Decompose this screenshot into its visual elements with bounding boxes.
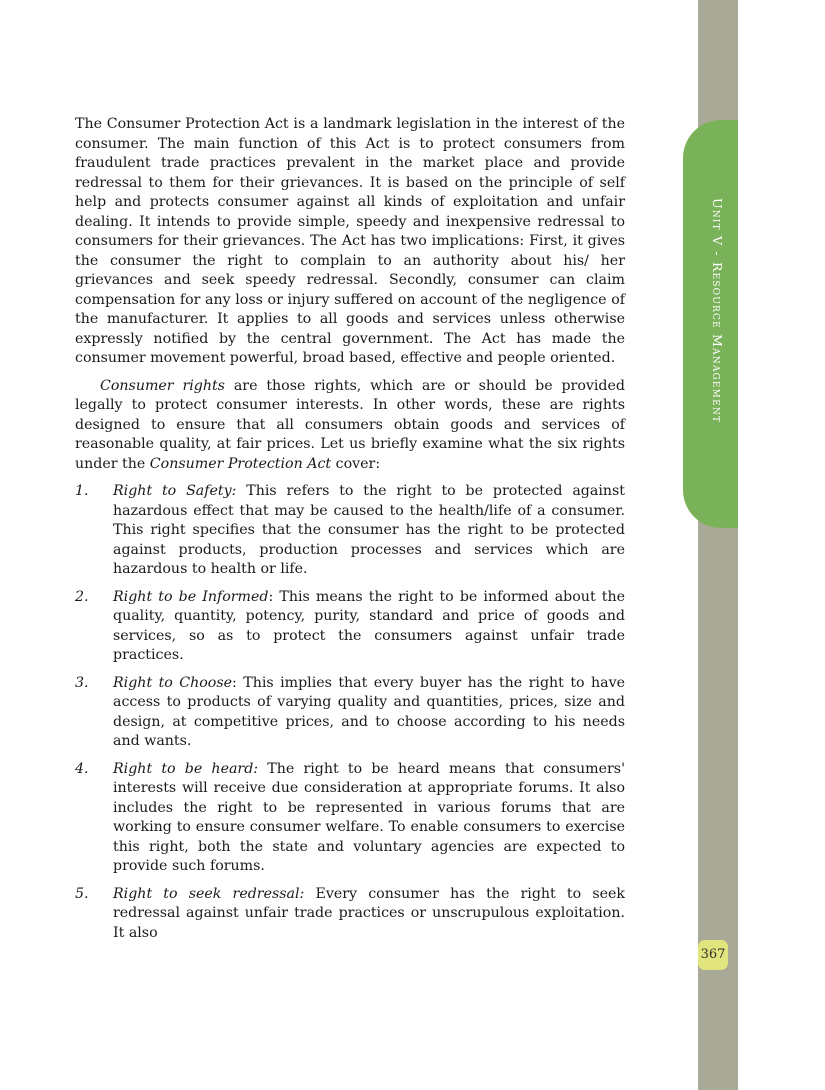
act-name: Consumer Protection Act [149, 455, 332, 472]
consumer-rights-definition: are those rights, which are or should be provided legally to protect consumer interests. In other words, these are rights designed to ensure that all consumers obtain goods and services of reasonable quality, at fair prices. Let us briefly examine what the six rights under the [75, 377, 625, 472]
page-number: 367 [698, 940, 728, 970]
right-title: Right to Safety: [113, 483, 237, 499]
right-text: : This means the right to be informed about the quality, quantity, potency, purity, standard and price of goods and services, so as to protect the consumers against unfair trade practices. [113, 588, 625, 663]
right-text: The right to be heard means that consumers' interests will receive due consideration at appropriate forums. It also includes the right to be represented in various forums that are working to ensure consumer welfare. To enable consumers to exercise this right, both the state and voluntary agencies are expected to provide such forums. [113, 760, 625, 874]
right-item-redressal [75, 885, 625, 944]
rights-list [75, 482, 625, 943]
right-text: This refers to the right to be protected against hazardous effect that may be caused to the health/life of a consumer. This right specifies that the consumer has the right to be protected against products, production processes and services which are hazardous to health or life. [113, 483, 625, 577]
consumer-rights-definition-end: cover: [331, 455, 381, 472]
right-text: Every consumer has the right to seek redressal against unfair trade practices or unscrupulous exploitation. It also [113, 885, 625, 941]
right-number: 3. [75, 674, 89, 691]
right-title: Right to be Informed [113, 588, 269, 605]
right-number: 2. [75, 588, 89, 605]
right-title: Right to Choose [113, 674, 233, 691]
right-item-choose [75, 674, 625, 752]
intro-paragraph: The Consumer Protection Act is a landmark legislation in the interest of the consumer. The main function of this Act is to protect consumers from fraudulent trade practices prevalent in the market place and provide redressal to them for their grievances. It is based on the principle of self help and protects consumer against all kinds of exploitation and unfair dealing. It intends to provide simple, speedy and inexpensive redressal to consumers for their grievances. The Act has two implications: First, it gives the consumer the right to complain to an authority about his/ her grievances and seek speedy redressal. Secondly, consumer can claim compensation for any loss or injury suffered on account of the negligence of the manufacturer. It applies to all goods and services unless otherwise expressly notified by the central government. The Act has made the consumer movement powerful, broad based, effective and people oriented. [75, 116, 625, 366]
page-content [75, 115, 625, 951]
right-item-safety [75, 482, 625, 580]
unit-tab-label: Unit V - Resource Management [710, 198, 725, 424]
consumer-rights-term: Consumer rights [100, 377, 225, 394]
right-text: : This implies that every buyer has the right to have access to products of varying quality and quantities, prices, size and design, at competitive prices, and to choose according to his needs and wants. [113, 674, 625, 749]
right-item-informed [75, 588, 625, 666]
right-title: Right to be heard: [113, 760, 259, 777]
right-number: 4. [75, 760, 89, 777]
right-item-heard [75, 760, 625, 877]
right-number: 5. [75, 885, 89, 902]
right-title: Right to seek redressal: [113, 885, 305, 902]
consumer-rights-paragraph [75, 377, 625, 475]
right-number: 1. [75, 483, 89, 499]
